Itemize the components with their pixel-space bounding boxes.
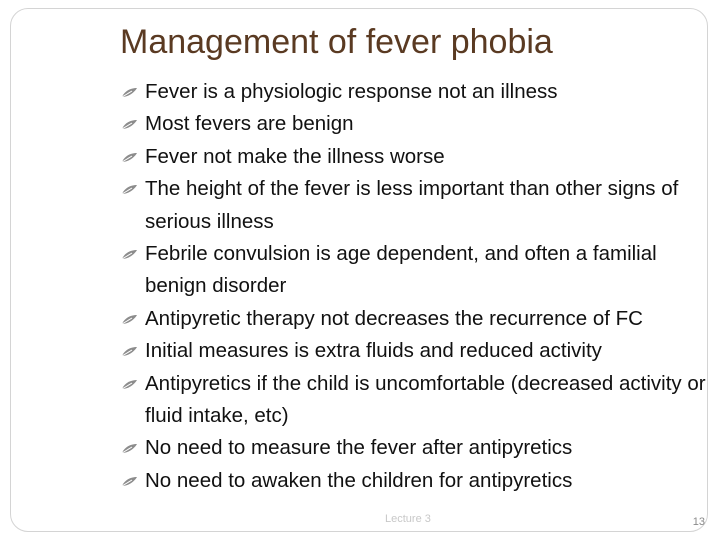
- bullet-item: [120, 368, 720, 433]
- leaf-bullet-icon: [120, 76, 140, 108]
- leaf-bullet-icon: [120, 173, 140, 205]
- slide-title: Management of fever phobia: [120, 23, 553, 61]
- bullet-item: [120, 173, 720, 238]
- bullet-item: [120, 141, 720, 173]
- bullet-item: [120, 238, 720, 303]
- bullet-text: Fever not make the illness worse: [145, 144, 445, 168]
- bullet-text: Antipyretic therapy not decreases the recurrence of FC: [145, 306, 643, 330]
- slide-footer: Lecture 3: [385, 513, 431, 525]
- bullet-text: Febrile convulsion is age dependent, and often a familial benign disorder: [145, 242, 657, 298]
- leaf-bullet-icon: [120, 141, 140, 173]
- bullet-item: [120, 108, 720, 140]
- leaf-bullet-icon: [120, 465, 140, 497]
- bullet-text: Most fevers are benign: [145, 112, 354, 136]
- bullet-item: [120, 335, 720, 367]
- bullet-item: [120, 432, 720, 464]
- bullet-text: Fever is a physiologic response not an illness: [145, 80, 558, 103]
- bullet-list: [120, 76, 720, 497]
- bullet-text: No need to measure the fever after antipyretics: [145, 436, 573, 460]
- leaf-bullet-icon: [120, 432, 140, 464]
- bullet-item: [120, 76, 720, 108]
- slide-number: 13: [692, 516, 705, 528]
- bullet-text: The height of the fever is less important than other signs of serious illness: [145, 177, 679, 233]
- leaf-bullet-icon: [120, 238, 140, 270]
- bullet-item: [120, 465, 720, 497]
- bullet-text: Initial measures is extra fluids and reduced activity: [145, 339, 602, 363]
- bullet-text: No need to awaken the children for antipyretics: [145, 468, 573, 492]
- bullet-item: [120, 303, 720, 335]
- leaf-bullet-icon: [120, 303, 140, 335]
- leaf-bullet-icon: [120, 108, 140, 140]
- leaf-bullet-icon: [120, 335, 140, 367]
- leaf-bullet-icon: [120, 368, 140, 400]
- bullet-text: Antipyretics if the child is uncomfortable (decreased activity or fluid intake, etc): [145, 371, 706, 428]
